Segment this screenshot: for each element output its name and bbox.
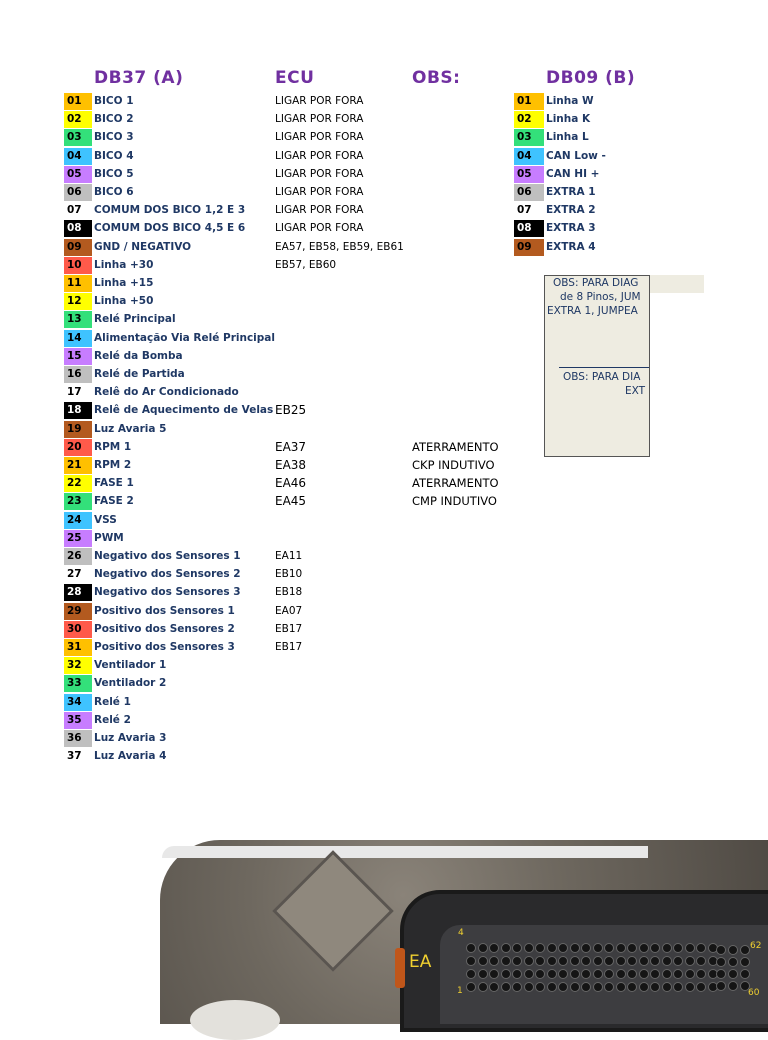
db37-obs: ATERRAMENTO <box>412 440 499 454</box>
db37-row <box>0 330 768 348</box>
db37-row <box>0 584 768 602</box>
db37-row <box>0 311 768 329</box>
connector-pin <box>466 969 476 979</box>
db37-obs: ATERRAMENTO <box>412 476 499 490</box>
db37-row <box>0 548 768 566</box>
db37-pin-label: COMUM DOS BICO 1,2 E 3 <box>94 204 246 216</box>
db37-pin-number: 06 <box>64 184 92 201</box>
db37-pin-label: BICO 5 <box>94 168 134 180</box>
db37-row <box>0 293 768 311</box>
pin-label-62: 62 <box>750 941 762 951</box>
db09-pin-label: EXTRA 3 <box>546 222 596 234</box>
connector-pin <box>740 945 750 955</box>
db37-pin-number: 16 <box>64 366 92 383</box>
connector-pin <box>685 969 695 979</box>
connector-pin <box>696 982 706 992</box>
db37-pin-number: 35 <box>64 712 92 729</box>
db09-row <box>0 166 768 184</box>
db37-pin-number: 01 <box>64 93 92 110</box>
db37-pin-number: 25 <box>64 530 92 547</box>
db37-pin-number: 14 <box>64 330 92 347</box>
db37-row <box>0 712 768 730</box>
connector-pin <box>740 969 750 979</box>
connector-pin <box>581 956 591 966</box>
connector-pin <box>558 969 568 979</box>
db37-pin-number: 36 <box>64 730 92 747</box>
connector-pin <box>489 956 499 966</box>
db37-pin-label: Negativo dos Sensores 2 <box>94 568 241 580</box>
connector-pin <box>593 969 603 979</box>
obs-note-box <box>544 275 650 457</box>
db37-pin-number: 03 <box>64 129 92 146</box>
db37-pin-label: Ventilador 1 <box>94 659 167 671</box>
connector-pin <box>604 982 614 992</box>
db09-pin-number: 05 <box>514 166 544 183</box>
db09-row <box>0 111 768 129</box>
connector-pin <box>466 956 476 966</box>
db37-ecu-pin: LIGAR POR FORA <box>275 168 364 180</box>
db37-pin-label: FASE 2 <box>94 495 134 507</box>
connector-pin <box>478 982 488 992</box>
connector-pin <box>716 981 726 991</box>
db37-row <box>0 675 768 693</box>
db37-pin-number: 15 <box>64 348 92 365</box>
db37-row <box>0 457 768 475</box>
db37-row <box>0 257 768 275</box>
db09-pin-number: 06 <box>514 184 544 201</box>
obs-note-line: de 8 Pinos, JUM <box>560 291 641 303</box>
connector-pin <box>650 969 660 979</box>
db37-row <box>0 748 768 766</box>
db37-pin-label: Positivo dos Sensores 3 <box>94 641 235 653</box>
db37-pin-label: Relé 1 <box>94 696 131 708</box>
connector-pin <box>489 982 499 992</box>
connector-pin <box>547 969 557 979</box>
connector-pin <box>558 982 568 992</box>
connector-pin <box>535 943 545 953</box>
connector-pin <box>558 943 568 953</box>
db37-ecu-pin: EB17 <box>275 623 303 635</box>
db37-pin-number: 02 <box>64 111 92 128</box>
db37-pin-label: RPM 1 <box>94 441 132 453</box>
db37-pin-number: 12 <box>64 293 92 310</box>
connector-pin <box>728 957 738 967</box>
connector-pin <box>673 969 683 979</box>
db37-ecu-pin: EB18 <box>275 586 303 598</box>
db37-ecu-pin: LIGAR POR FORA <box>275 222 364 234</box>
db09-pin-label: CAN Low - <box>546 150 606 162</box>
connector-pin <box>524 943 534 953</box>
db09-pin-label: Linha W <box>546 95 594 107</box>
db37-row <box>0 348 768 366</box>
connector-ea-label: EA <box>409 952 432 972</box>
connector-pin <box>593 982 603 992</box>
connector-pin <box>570 982 580 992</box>
connector-pin <box>639 943 649 953</box>
obs-note-line: EXT <box>625 385 646 397</box>
db37-row <box>0 475 768 493</box>
connector-pin <box>740 957 750 967</box>
db37-pin-label: GND / NEGATIVO <box>94 241 192 253</box>
pin-label-4: 4 <box>458 928 464 938</box>
db37-pin-label: Relê do Ar Condicionado <box>94 386 239 398</box>
db37-pin-label: BICO 3 <box>94 131 134 143</box>
db09-row <box>0 202 768 220</box>
db37-row <box>0 694 768 712</box>
db37-pin-number: 33 <box>64 675 92 692</box>
db37-obs: CKP INDUTIVO <box>412 458 495 472</box>
db37-pin-label: Relé de Partida <box>94 368 185 380</box>
db37-pin-number: 08 <box>64 220 92 237</box>
db37-pin-label: PWM <box>94 532 124 544</box>
db37-pin-number: 19 <box>64 421 92 438</box>
db09-row <box>0 129 768 147</box>
db37-row <box>0 603 768 621</box>
obs-note-line: OBS: PARA DIAG <box>553 277 639 289</box>
db37-pin-number: 09 <box>64 239 92 256</box>
connector-latch <box>395 948 405 988</box>
connector-pin <box>728 969 738 979</box>
db37-ecu-pin: EA38 <box>275 458 307 472</box>
connector-pin <box>685 956 695 966</box>
db37-row <box>0 621 768 639</box>
connector-pin <box>673 943 683 953</box>
db09-row <box>0 239 768 257</box>
db37-ecu-pin: EB25 <box>275 403 307 417</box>
connector-pin <box>593 956 603 966</box>
db37-pin-label: VSS <box>94 514 117 526</box>
db09-pin-number: 03 <box>514 129 544 146</box>
db37-ecu-pin: EA57, EB58, EB59, EB61 <box>275 241 404 253</box>
db37-pin-label: Linha +50 <box>94 295 154 307</box>
connector-pin <box>604 943 614 953</box>
connector-pin <box>685 943 695 953</box>
db37-pin-number: 24 <box>64 512 92 529</box>
connector-pin <box>650 943 660 953</box>
connector-pin <box>570 956 580 966</box>
db37-ecu-pin: EA45 <box>275 494 307 508</box>
db37-row <box>0 439 768 457</box>
db37-pin-label: RPM 2 <box>94 459 132 471</box>
db37-pin-number: 04 <box>64 148 92 165</box>
connector-pin <box>466 982 476 992</box>
db37-pin-number: 17 <box>64 384 92 401</box>
db37-pin-number: 37 <box>64 748 92 765</box>
connector-pin <box>524 982 534 992</box>
db37-pin-number: 22 <box>64 475 92 492</box>
db37-ecu-pin: LIGAR POR FORA <box>275 113 364 125</box>
connector-pin <box>639 982 649 992</box>
db09-row <box>0 93 768 111</box>
connector-pin <box>627 982 637 992</box>
db37-pin-number: 13 <box>64 311 92 328</box>
ecu-housing-foot <box>190 1000 280 1040</box>
db09-pin-label: EXTRA 4 <box>546 241 596 253</box>
connector-pin <box>650 982 660 992</box>
pin-label-60: 60 <box>748 988 760 998</box>
connector-pin <box>478 943 488 953</box>
db37-row <box>0 421 768 439</box>
db37-pin-number: 18 <box>64 402 92 419</box>
connector-pin <box>662 982 672 992</box>
connector-pin <box>650 956 660 966</box>
db09-pin-number: 01 <box>514 93 544 110</box>
connector-pin <box>547 956 557 966</box>
db37-ecu-pin: EA46 <box>275 476 307 490</box>
db37-pin-label: Ventilador 2 <box>94 677 167 689</box>
connector-pin <box>604 969 614 979</box>
db37-row <box>0 657 768 675</box>
connector-pin <box>512 969 522 979</box>
obs-divider <box>559 367 650 368</box>
db37-pin-number: 21 <box>64 457 92 474</box>
db37-pin-label: Negativo dos Sensores 3 <box>94 586 241 598</box>
db37-pin-label: Relé da Bomba <box>94 350 183 362</box>
db37-pin-label: Relê de Aquecimento de Velas <box>94 404 274 416</box>
connector-pin <box>662 956 672 966</box>
db37-pin-label: BICO 1 <box>94 95 134 107</box>
connector-pin <box>639 969 649 979</box>
db37-row <box>0 566 768 584</box>
connector-pin <box>662 943 672 953</box>
db37-pin-number: 05 <box>64 166 92 183</box>
db37-row <box>0 366 768 384</box>
connector-pin <box>627 943 637 953</box>
db37-ecu-pin: LIGAR POR FORA <box>275 186 364 198</box>
connector-pin <box>581 982 591 992</box>
obs-header: OBS: <box>412 68 461 88</box>
connector-pin <box>696 956 706 966</box>
db37-ecu-pin: EA07 <box>275 605 303 617</box>
connector-pin <box>535 982 545 992</box>
db37-pin-number: 30 <box>64 621 92 638</box>
connector-pin <box>685 982 695 992</box>
connector-pin <box>489 969 499 979</box>
connector-pin <box>501 956 511 966</box>
connector-pin <box>512 982 522 992</box>
connector-pin <box>673 982 683 992</box>
connector-pin <box>466 943 476 953</box>
connector-pin <box>558 956 568 966</box>
connector-pin <box>512 943 522 953</box>
connector-pin <box>547 982 557 992</box>
connector-pin <box>616 969 626 979</box>
connector-pin <box>593 943 603 953</box>
db37-ecu-pin: EB17 <box>275 641 303 653</box>
db09-pin-label: Linha L <box>546 131 589 143</box>
connector-pin <box>501 982 511 992</box>
db37-pin-label: Negativo dos Sensores 1 <box>94 550 241 562</box>
connector-pin <box>478 969 488 979</box>
db37-pin-label: Positivo dos Sensores 1 <box>94 605 235 617</box>
connector-pin <box>696 969 706 979</box>
photo-frame-rim <box>162 846 648 858</box>
connector-pin <box>604 956 614 966</box>
ecu-header: ECU <box>275 68 315 88</box>
connector-pin <box>501 943 511 953</box>
connector-pin <box>581 969 591 979</box>
db37-obs: CMP INDUTIVO <box>412 494 497 508</box>
connector-pin <box>627 969 637 979</box>
obs-note-line: EXTRA 1, JUMPEA <box>547 305 638 317</box>
connector-pin <box>716 969 726 979</box>
connector-pin <box>728 945 738 955</box>
connector-pin <box>616 982 626 992</box>
connector-pin <box>535 969 545 979</box>
db37-row <box>0 402 768 420</box>
connector-pin <box>616 956 626 966</box>
db37-pin-number: 20 <box>64 439 92 456</box>
db37-pin-label: FASE 1 <box>94 477 134 489</box>
connector-pin <box>627 956 637 966</box>
db37-pin-number: 34 <box>64 694 92 711</box>
db09-pin-label: CAN HI + <box>546 168 600 180</box>
db09-row <box>0 184 768 202</box>
connector-pin <box>524 969 534 979</box>
connector-pin <box>616 943 626 953</box>
connector-pin <box>478 956 488 966</box>
db37-pin-label: Alimentação Via Relé Principal <box>94 332 275 344</box>
db09-pin-number: 02 <box>514 111 544 128</box>
connector-pin <box>524 956 534 966</box>
db37-pin-number: 32 <box>64 657 92 674</box>
pin-label-1: 1 <box>457 986 463 996</box>
connector-pin <box>662 969 672 979</box>
obs-box-extension <box>646 275 704 293</box>
connector-pin <box>489 943 499 953</box>
db09-row <box>0 220 768 238</box>
db37-pin-number: 10 <box>64 257 92 274</box>
db09-pin-number: 07 <box>514 202 544 219</box>
db37-row <box>0 512 768 530</box>
db37-pin-label: COMUM DOS BICO 4,5 E 6 <box>94 222 246 234</box>
connector-pin <box>512 956 522 966</box>
db37-pin-label: BICO 4 <box>94 150 134 162</box>
db09-pin-label: EXTRA 2 <box>546 204 596 216</box>
connector-pin <box>581 943 591 953</box>
connector-pin <box>535 956 545 966</box>
db37-ecu-pin: LIGAR POR FORA <box>275 131 364 143</box>
db37-ecu-pin: EA11 <box>275 550 303 562</box>
db37-ecu-pin: EB10 <box>275 568 303 580</box>
db09-row <box>0 148 768 166</box>
connector-pin <box>728 981 738 991</box>
db37-pin-label: Luz Avaria 5 <box>94 423 167 435</box>
db37-pin-number: 11 <box>64 275 92 292</box>
db37-row <box>0 493 768 511</box>
db37-row <box>0 639 768 657</box>
connector-pin <box>716 945 726 955</box>
db09-header: DB09 (B) <box>546 68 636 88</box>
db37-pin-label: BICO 6 <box>94 186 134 198</box>
db37-pin-number: 29 <box>64 603 92 620</box>
connector-pin <box>547 943 557 953</box>
db37-pin-number: 27 <box>64 566 92 583</box>
db37-ecu-pin: LIGAR POR FORA <box>275 204 364 216</box>
connector-pin <box>501 969 511 979</box>
db37-pin-number: 26 <box>64 548 92 565</box>
db37-header: DB37 (A) <box>94 68 184 88</box>
connector-pin <box>639 956 649 966</box>
db37-row <box>0 384 768 402</box>
db37-pin-label: BICO 2 <box>94 113 134 125</box>
db09-pin-number: 08 <box>514 220 544 237</box>
db37-pin-number: 28 <box>64 584 92 601</box>
db09-pin-number: 04 <box>514 148 544 165</box>
connector-pin <box>673 956 683 966</box>
db09-pin-number: 09 <box>514 239 544 256</box>
db37-row <box>0 730 768 748</box>
db37-ecu-pin: LIGAR POR FORA <box>275 95 364 107</box>
connector-pin <box>716 957 726 967</box>
db37-ecu-pin: EA37 <box>275 440 307 454</box>
db09-pin-label: Linha K <box>546 113 591 125</box>
connector-pin <box>696 943 706 953</box>
db37-pin-label: Linha +15 <box>94 277 154 289</box>
db37-ecu-pin: EB57, EB60 <box>275 259 337 271</box>
db37-pin-label: Positivo dos Sensores 2 <box>94 623 235 635</box>
db09-pin-label: EXTRA 1 <box>546 186 596 198</box>
db37-pin-label: Luz Avaria 4 <box>94 750 167 762</box>
connector-pin <box>570 969 580 979</box>
db37-pin-label: Linha +30 <box>94 259 154 271</box>
db37-row <box>0 530 768 548</box>
db37-pin-label: Relé Principal <box>94 313 176 325</box>
db37-pin-number: 23 <box>64 493 92 510</box>
db37-pin-number: 31 <box>64 639 92 656</box>
db37-pin-number: 07 <box>64 202 92 219</box>
db37-pin-label: Relé 2 <box>94 714 131 726</box>
obs-note-line: OBS: PARA DIA <box>563 371 641 383</box>
db37-pin-label: Luz Avaria 3 <box>94 732 167 744</box>
connector-pin <box>570 943 580 953</box>
db37-ecu-pin: LIGAR POR FORA <box>275 150 364 162</box>
